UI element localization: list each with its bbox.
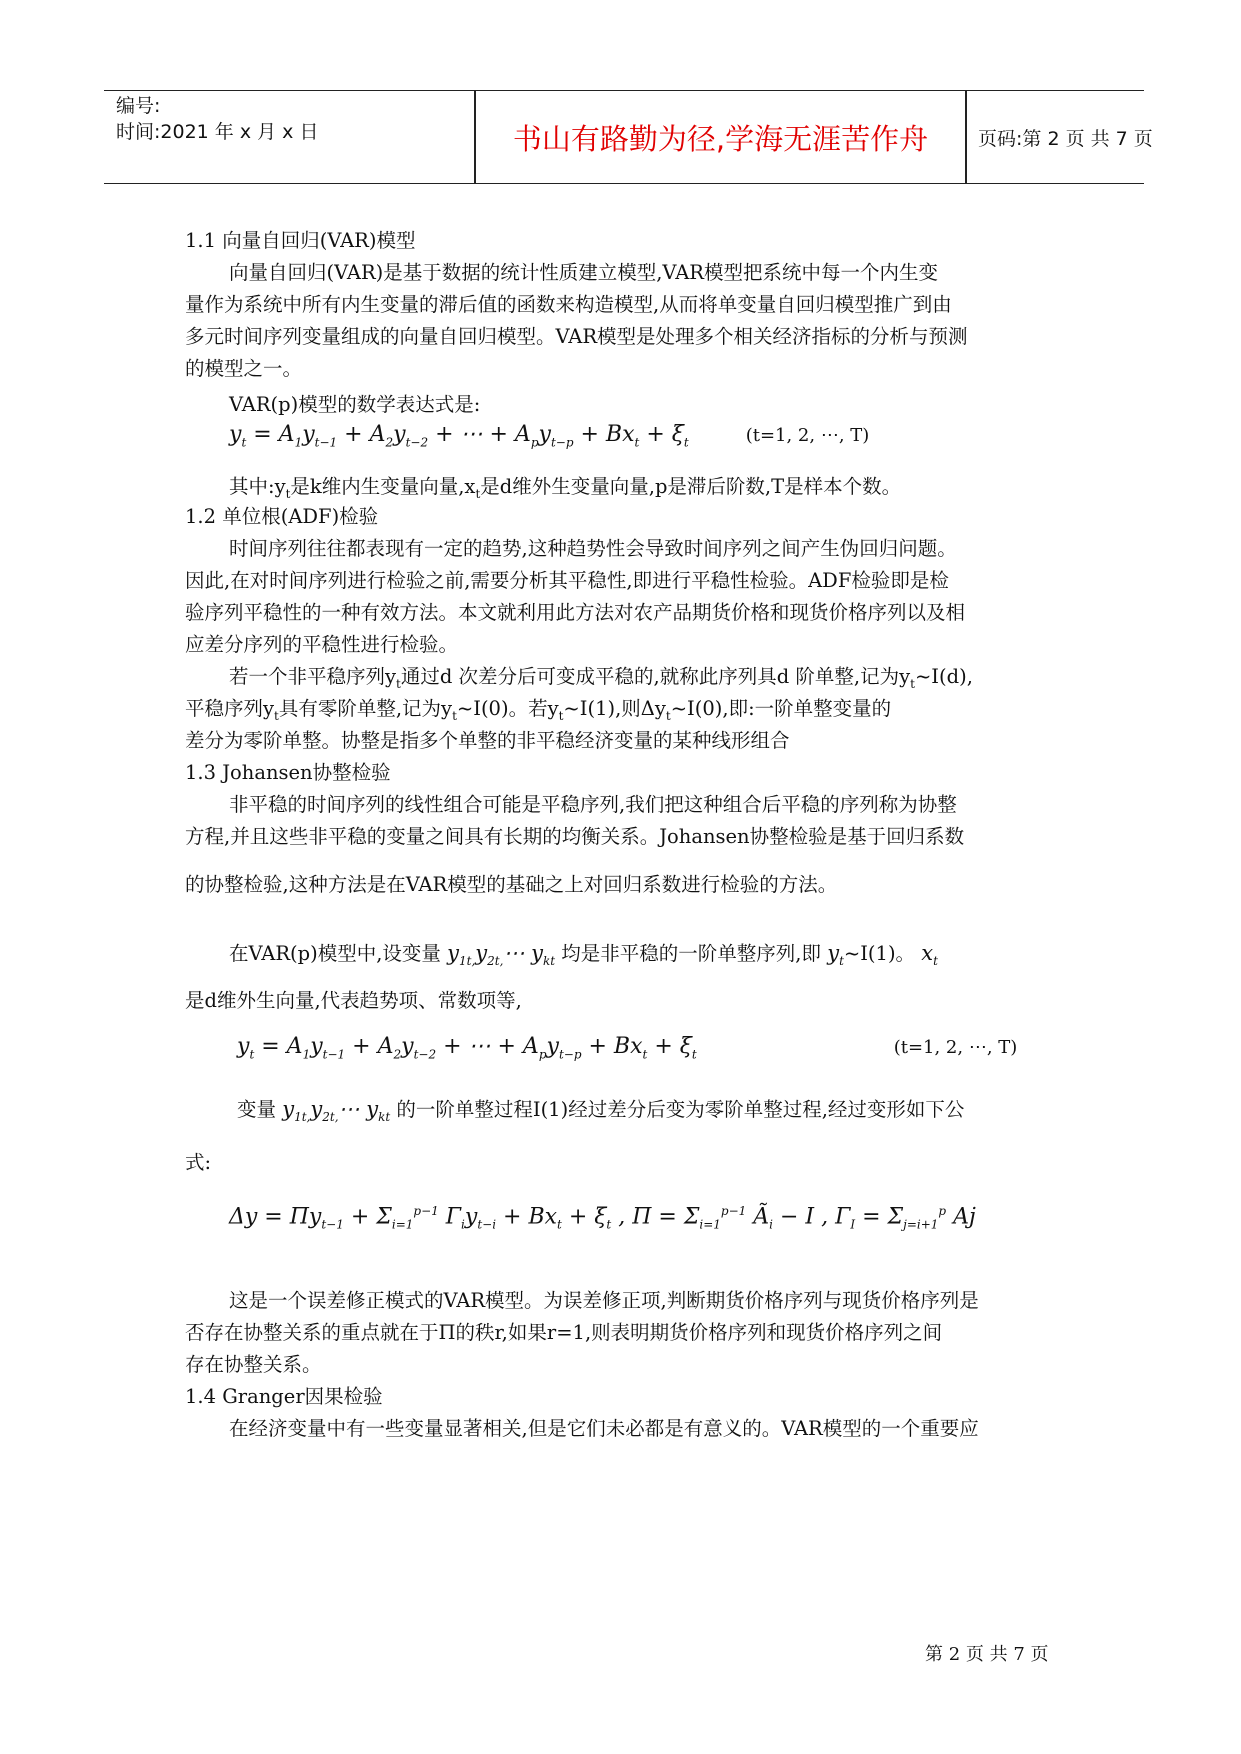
equation-vecm: $\Delta y = \Pi y_{t-1} + \Sigma_{i=1}^{p-1}$ $\Gamma_iy_{t-i} + Bx_t + \xi_t$ , $\Pi = \Sigma_{i=1}^{p-1}$ $Ã_i - I$ , $\Gamma_I = \Sigma_{j=i+1}^p$ Aj [229, 1204, 976, 1232]
header-left-cell [116, 93, 472, 181]
header-page-label: 页码:第 2 页 共 7 页 [978, 127, 1153, 150]
paragraph-line: 多元时间序列变量组成的向量自回归模型。VAR模型是处理多个相关经济指标的分析与预测 [185, 325, 968, 348]
page-footer: 第 2 页 共 7 页 [925, 1644, 1049, 1665]
section-heading: 1.2 单位根(ADF)检验 [185, 505, 379, 528]
paragraph-line: 若一个非平稳序列$y_t$通过d 次差分后可变成平稳的,就称此序列具d 阶单整,记为$y_t\sim I(d)$, [229, 665, 973, 691]
paragraph-line: 方程,并且这些非平稳的变量之间具有长期的均衡关系。Johansen协整检验是基于回归系数 [185, 825, 965, 848]
paragraph-line: 是d维外生向量,代表趋势项、常数项等, [185, 989, 522, 1012]
text-span: 是k维内生变量向量,x [290, 475, 476, 498]
text-span: 平稳序列y [185, 697, 275, 720]
paragraph-line: 应差分序列的平稳性进行检验。 [185, 633, 459, 656]
time-label: 时间:2021 年 x 月 x 日 [116, 121, 319, 143]
paragraph-line: 的模型之一。 [185, 357, 303, 380]
paragraph-line: 平稳序列$y_t$具有零阶单整,记为$y_t\sim I(0)$。若$y_t\sim I(1)$,则$\Delta y_t\sim I(0)$,即:一阶单整变量的 [185, 697, 892, 723]
paragraph-line: 的协整检验,这种方法是在VAR模型的基础之上对回归系数进行检验的方法。 [185, 873, 838, 896]
paragraph-line: 变量 $y_{1t,}y_{2t,}\cdots$ $y_{kt}$ 的一阶单整过程I(1)经过差分后变为零阶单整过程,经过变形如下公 [237, 1097, 965, 1125]
paragraph-line: 其中$:y_t$是k维内生变量向量$,x_t$是d维外生变量向量,p是滞后阶数,T是样本个数。 [229, 475, 902, 501]
text-span: 若一个非平稳序列y [229, 665, 397, 688]
paragraph-line: 否存在协整关系的重点就在于Π的秩r,如果r=1,则表明期货价格序列和现货价格序列之间 [185, 1321, 943, 1344]
paragraph-line: VAR(p)模型的数学表达式是: [229, 393, 481, 416]
equation-range: (t=1, 2, ⋯, T) [745, 425, 870, 446]
section-heading: 1.4 Granger因果检验 [185, 1385, 383, 1408]
text-span: 通过d 次差分后可变成平稳的,就称此序列具d 阶单整,记为y [400, 665, 911, 688]
paragraph-line: 差分为零阶单整。协整是指多个单整的非平稳经济变量的某种线形组合 [185, 729, 790, 752]
paragraph-line: 在经济变量中有一些变量显著相关,但是它们未必都是有意义的。VAR模型的一个重要应 [229, 1417, 979, 1440]
section-heading: 1.1 向量自回归(VAR)模型 [185, 229, 416, 252]
text-span: ~I(1)。 [843, 942, 916, 965]
text-span: ~I(0)。若y [456, 697, 559, 720]
text-span: ~I(0),即:一阶单整变量的 [670, 697, 892, 720]
paragraph-line: 在VAR(p)模型中,设变量 $y_{1t,}y_{2t,}\cdots$ $y_{kt}$ 均是非平稳的一阶单整序列,即 $y_t\sim I(1)$。 $x_t$ [229, 941, 938, 969]
paragraph-line: 时间序列往往都表现有一定的趋势,这种趋势性会导致时间序列之间产生伪回归问题。 [229, 537, 957, 560]
paragraph-line: 因此,在对时间序列进行检验之前,需要分析其平稳性,即进行平稳性检验。ADF检验即是检 [185, 569, 949, 592]
paragraph-line: 量作为系统中所有内生变量的滞后值的函数来构造模型,从而将单变量自回归模型推广到由 [185, 293, 952, 316]
equation-var: $y_t = A_1y_{t-1} + A_2y_{t-2}$ + ⋯ + $A_py_{t-p} + Bx_t + \xi_t$ (t=1, 2, ⋯, T) [229, 422, 870, 450]
paragraph-line: 验序列平稳性的一种有效方法。本文就利用此方法对农产品期货价格和现货价格序列以及相 [185, 601, 966, 624]
paragraph-line: 式: [185, 1151, 212, 1174]
header-divider [965, 91, 967, 183]
text-span: 具有零阶单整,记为y [278, 697, 453, 720]
equation-var-2: $y_t = A_1y_{t-1} + A_2y_{t-2}$ + ⋯ + $A_py_{t-p} + Bx_t + \xi_t$ (t=1, 2, ⋯, T) [237, 1034, 1018, 1062]
text-span: 其中:y [229, 475, 286, 498]
number-label: 编号: [116, 95, 161, 117]
text-span: 均是非平稳的一阶单整序列,即 [561, 942, 821, 965]
text-span: ~I(d), [914, 665, 973, 688]
paragraph-line: 这是一个误差修正模式的VAR模型。为误差修正项,判断期货价格序列与现货价格序列是 [229, 1289, 979, 1312]
text-span: 是d维外生变量向量,p是滞后阶数,T是样本个数。 [480, 475, 902, 498]
text-span: 在VAR(p)模型中,设变量 [229, 942, 441, 965]
equation-range: (t=1, 2, ⋯, T) [893, 1037, 1018, 1058]
paragraph-line: 存在协整关系。 [185, 1353, 322, 1376]
paragraph-line: 非平稳的时间序列的线性组合可能是平稳序列,我们把这种组合后平稳的序列称为协整 [229, 793, 957, 816]
text-span: ~I(1),则Δy [563, 697, 666, 720]
text-span: 变量 [237, 1098, 277, 1121]
header-motto: 书山有路勤为径,学海无涯苦作舟 [512, 121, 929, 156]
paragraph-line: 向量自回归(VAR)是基于数据的统计性质建立模型,VAR模型把系统中每一个内生变 [229, 261, 938, 284]
section-heading: 1.3 Johansen协整检验 [185, 761, 391, 784]
text-span: 的一阶单整过程I(1)经过差分后变为零阶单整过程,经过变形如下公 [396, 1098, 965, 1121]
header-table [104, 90, 1153, 184]
